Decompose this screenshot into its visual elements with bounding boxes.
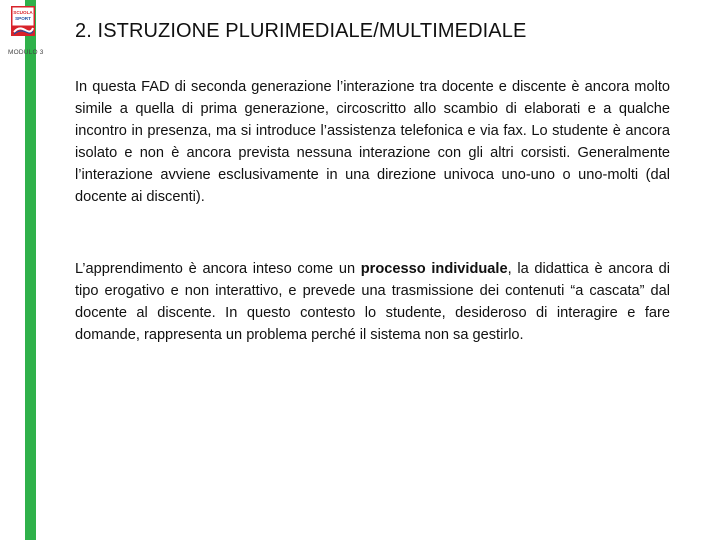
page-title: 2. ISTRUZIONE PLURIMEDIALE/MULTIMEDIALE [75, 20, 527, 42]
scuola-dello-sport-logo-icon [11, 6, 35, 36]
main-content [75, 76, 670, 346]
sidebar-accent-bar [25, 0, 36, 540]
svg-text:SCUOLA: SCUOLA [13, 10, 33, 15]
paragraph-2 [75, 258, 670, 346]
module-label: MODULO 3 [8, 49, 44, 56]
svg-text:SPORT: SPORT [15, 16, 31, 21]
paragraph-2-text-after: , la didattica è ancora di tipo erogativo e non interattivo, e prevede una trasmissione dei contenuti “a cascata” dal docente al discente. In questo contesto lo studente, desideroso di interagire e fare domande, rappresenta un problema perché il sistema non sa gestirlo. [75, 261, 671, 343]
paragraph-1: In questa FAD di seconda generazione l’interazione tra docente e discente è ancora molto simile a quella di prima generazione, circoscritto allo scambio di elaborati e a qualche incontro in presenza, ma si introduce l’assistenza telefonica e via fax. Lo studente è ancora isolato e non è ancora prevista nessuna interazione con gli altri corsisti. Generalmente l’interazione avviene esclusivamente in una direzione univoca uno-uno o uno-molti (dal docente ai discenti). [75, 79, 670, 205]
paragraph-2-text-before: L’apprendimento è ancora inteso come un [75, 261, 361, 277]
paragraph-2-bold-term: processo individuale [360, 261, 508, 277]
